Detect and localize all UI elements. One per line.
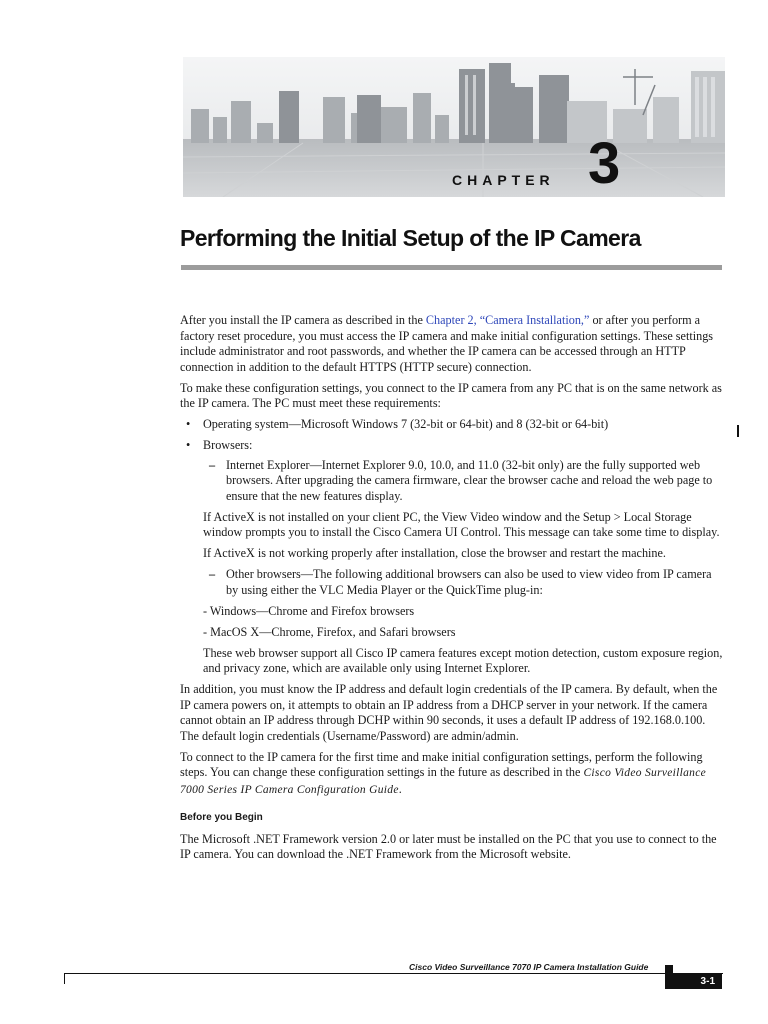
change-bar — [737, 425, 739, 437]
browser-list — [203, 458, 725, 505]
intro-paragraph — [180, 313, 725, 375]
browser-list-other — [203, 567, 725, 598]
dash-marker: – — [209, 457, 216, 472]
body-text — [180, 313, 725, 868]
intro-text-end: or after you perform a factory reset procedure, you must access the IP camera and make initial configuration settings. These settings include administrator and root passwords, and whether the IP camera can be accessed through an HTTP connection in addition to the default HTTPS (HTTP secure) connection. — [180, 313, 714, 374]
dash-marker: – — [209, 567, 216, 581]
chapter-label: CHAPTER — [452, 172, 555, 188]
requirement-browsers-text: Browsers: — [203, 438, 253, 452]
browser-ie-text: Internet Explorer—Internet Explorer 9.0, 10.0, and 11.0 (32-bit only) are the fully supported web browsers. After upgrading the camera firmware, clear the browser cache and reload the web page to ensure that the new features display. — [226, 457, 713, 503]
page-number: 3-1 — [665, 974, 722, 989]
before-you-begin-heading: Before you Begin — [180, 812, 263, 823]
intro-text-start: After you install the IP camera as described in the — [180, 313, 426, 327]
ie-activex-fail-note: If ActiveX is not working properly after installation, close the browser and restart the machine. — [203, 546, 666, 560]
browser-other-text: Other browsers—The following additional browsers can also be used to view video from IP camera by using either the VLC Media Player or the QuickTime plug-in: — [226, 567, 712, 597]
requirement-os-text: Operating system—Microsoft Windows 7 (32-bit or 64-bit) and 8 (32-bit or 64-bit) — [203, 417, 609, 431]
footer-rule — [64, 973, 723, 974]
footer-marker — [665, 965, 673, 973]
footer-guide-title: Cisco Video Surveillance 7070 IP Camera Installation Guide — [409, 962, 649, 972]
chapter-number: 3 — [588, 131, 621, 196]
requirements-list — [180, 417, 725, 677]
before-you-begin-text: The Microsoft .NET Framework version 2.0 or later must be installed on the PC that you use to connect to the IP camera. You can download the .NET Framework from the Microsoft website. — [180, 831, 717, 861]
browser-support-note: These web browser support all Cisco IP camera features except motion detection, custom exposure region, and privacy zone, which are available only using Internet Explorer. — [203, 645, 723, 675]
title-underline — [181, 265, 722, 270]
requirement-browsers — [180, 438, 725, 677]
credentials-paragraph: In addition, you must know the IP address and default login credentials of the IP camera. By default, when the IP camera powers on, it attempts to obtain an IP address from a DHCP server in your network. If the camera cannot obtain an IP address through DCHP within 90 seconds, it uses a default IP address of 192.168.0.100. The default login credentials (Username/Password) are admin/admin. — [180, 682, 718, 743]
requirement-os — [180, 417, 725, 433]
footer-tick — [64, 974, 65, 984]
page-title: Performing the Initial Setup of the IP Camera — [180, 225, 641, 251]
browser-windows: - Windows—Chrome and Firefox browsers — [203, 603, 415, 618]
connect-end: . — [398, 781, 402, 796]
chapter-2-link[interactable]: Chapter 2, “Camera Installation,” — [425, 313, 590, 327]
connect-paragraph — [180, 750, 725, 799]
connect-text: To connect to the IP camera for the first time and make initial configuration settings, perform the following steps. You can change these configuration settings in the future as described in the — [180, 749, 703, 779]
browser-ie — [203, 458, 725, 505]
requirements-intro: To make these configuration settings, you connect to the IP camera from any PC that is on the same network as the IP camera. The PC must meet these requirements: — [180, 380, 722, 410]
browser-other — [203, 567, 725, 598]
ie-activex-note: If ActiveX is not installed on your client PC, the View Video window and the Setup > Local Storage window prompts you to install the Cisco Camera UI Control. This message can take some time to display. — [203, 509, 720, 539]
browser-macos: - MacOS X—Chrome, Firefox, and Safari browsers — [203, 624, 456, 639]
config-guide-citation: Cisco Video Surveillance 7000 Series IP Camera Configuration Guide — [180, 767, 707, 796]
